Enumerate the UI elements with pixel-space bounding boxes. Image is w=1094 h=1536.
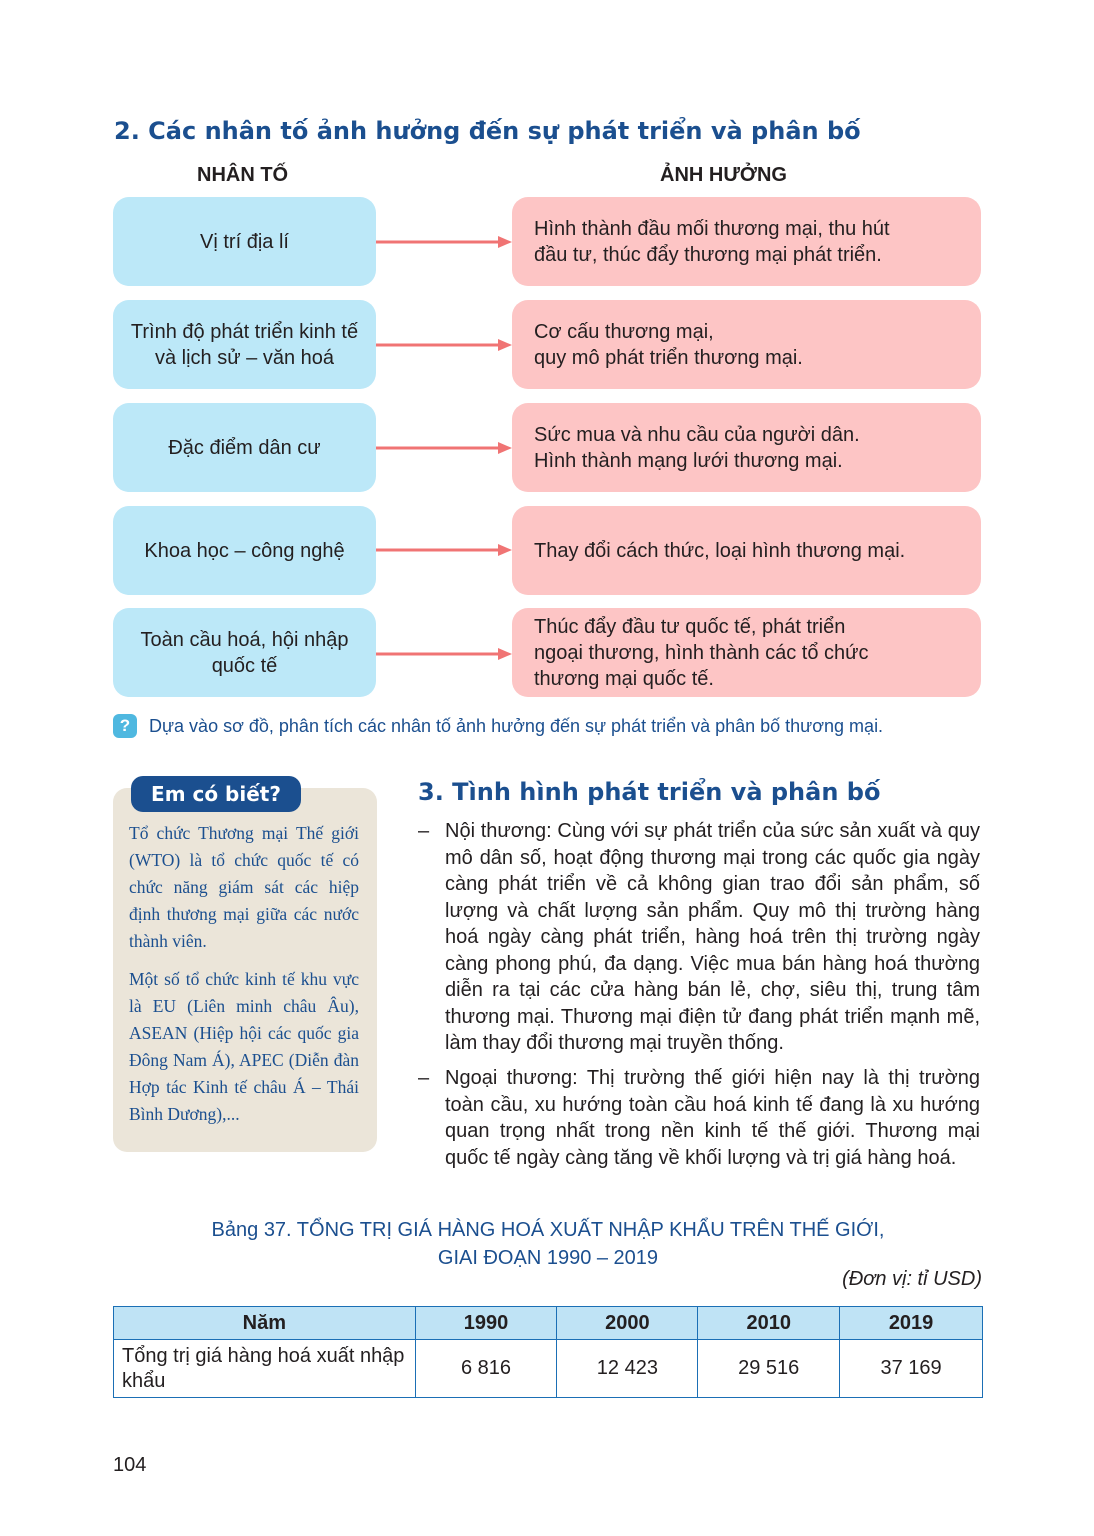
factor-box: Đặc điểm dân cư	[113, 403, 376, 492]
section-3-title: 3. Tình hình phát triển và phân bố	[418, 778, 881, 806]
data-table	[113, 1306, 983, 1398]
table-row-label: Tổng trị giá hàng hoá xuất nhập khẩu	[114, 1340, 416, 1398]
table-header: Năm	[114, 1307, 416, 1340]
table-header: 2019	[840, 1307, 983, 1340]
question-icon: ?	[113, 714, 137, 738]
effect-box: Hình thành đầu mối thương mại, thu hút đầu tư, thúc đẩy thương mại phát triển.	[512, 197, 981, 286]
table-header-row	[114, 1307, 983, 1340]
factor-box: Vị trí địa lí	[113, 197, 376, 286]
arrow-icon	[376, 338, 512, 352]
factor-box: Khoa học – công nghệ	[113, 506, 376, 595]
arrow-icon	[376, 543, 512, 557]
table-cell: 12 423	[557, 1340, 698, 1398]
arrow-icon	[376, 647, 512, 661]
table-cell: 37 169	[840, 1340, 983, 1398]
bullet-domestic-trade	[418, 818, 980, 1057]
effect-box: Thay đổi cách thức, loại hình thương mại.	[512, 506, 981, 595]
table-unit: (Đơn vị: tỉ USD)	[842, 1268, 982, 1290]
did-you-know-tag: Em có biết?	[131, 776, 301, 812]
table-header: 2010	[698, 1307, 840, 1340]
factor-box: Trình độ phát triển kinh tế và lịch sử – văn hoá	[113, 300, 376, 389]
did-you-know-paragraph: Tổ chức Thương mại Thế giới (WTO) là tổ chức quốc tế có chức năng giám sát các hiệp định thương mại giữa các nước thành viên.	[129, 823, 359, 951]
effect-box: Thúc đẩy đầu tư quốc tế, phát triển ngoại thương, hình thành các tổ chức thương mại quốc tế.	[512, 608, 981, 697]
table-cell: 6 816	[415, 1340, 557, 1398]
arrow-icon	[376, 235, 512, 249]
question-line	[113, 714, 883, 738]
column-header-effect: ẢNH HƯỞNG	[660, 164, 787, 186]
effect-box: Cơ cấu thương mại, quy mô phát triển thương mại.	[512, 300, 981, 389]
table-row	[114, 1340, 983, 1398]
bullet-dash: –	[418, 820, 430, 842]
arrow-icon	[376, 441, 512, 455]
page-number: 104	[113, 1454, 147, 1476]
question-text: Dựa vào sơ đồ, phân tích các nhân tố ảnh hưởng đến sự phát triển và phân bố thương mại.	[149, 715, 884, 736]
bullet-foreign-trade	[418, 1065, 980, 1171]
column-header-factor: NHÂN TỐ	[197, 164, 289, 186]
table-title-line: GIAI ĐOẠN 1990 – 2019	[437, 1247, 659, 1269]
bullet-text: Ngoại thương: Thị trường thế giới hiện nay là thị trường toàn cầu, xu hướng toàn cầu hoá kinh tế đang là xu hướng quan trọng nhất trong nền kinh tế thế giới. Thương mại quốc tế ngày càng tăng về khối lượng và trị giá hàng hoá.	[445, 1067, 980, 1169]
section-2-title: 2. Các nhân tố ảnh hưởng đến sự phát triển và phân bố	[114, 117, 861, 145]
table-header: 1990	[415, 1307, 557, 1340]
table-title	[113, 1216, 983, 1272]
table-header: 2000	[557, 1307, 698, 1340]
table-cell: 29 516	[698, 1340, 840, 1398]
factor-box: Toàn cầu hoá, hội nhập quốc tế	[113, 608, 376, 697]
table-title-line: Bảng 37. TỔNG TRỊ GIÁ HÀNG HOÁ XUẤT NHẬP KHẨU TRÊN THẾ GIỚI,	[211, 1219, 885, 1241]
effect-box: Sức mua và nhu cầu của người dân. Hình thành mạng lưới thương mại.	[512, 403, 981, 492]
bullet-text: Nội thương: Cùng với sự phát triển của sức sản xuất và quy mô dân số, hoạt động thương mại trong các quốc gia ngày càng phát triển về cả không gian trao đổi sản phẩm, số lượng và chất lượng sản phẩm. Quy mô thị trường hàng hoá ngày càng phát triển, hàng hoá trên thị trường ngày càng phong phú, đa dạng. Việc mua bán hàng hoá thường diễn ra tại các cửa hàng bán lẻ, chợ, siêu thị, trung tâm thương mại. Thương mại điện tử đang phát triển mạnh mẽ, làm thay đổi thương mại truyền thống.	[445, 820, 980, 1054]
did-you-know-paragraph: Một số tổ chức kinh tế khu vực là EU (Liên minh châu Âu), ASEAN (Hiệp hội các quốc gia Đông Nam Á), APEC (Diễn đàn Hợp tác Kinh tế châu Á – Thái Bình Dương),...	[129, 969, 359, 1124]
bullet-dash: –	[418, 1067, 430, 1089]
